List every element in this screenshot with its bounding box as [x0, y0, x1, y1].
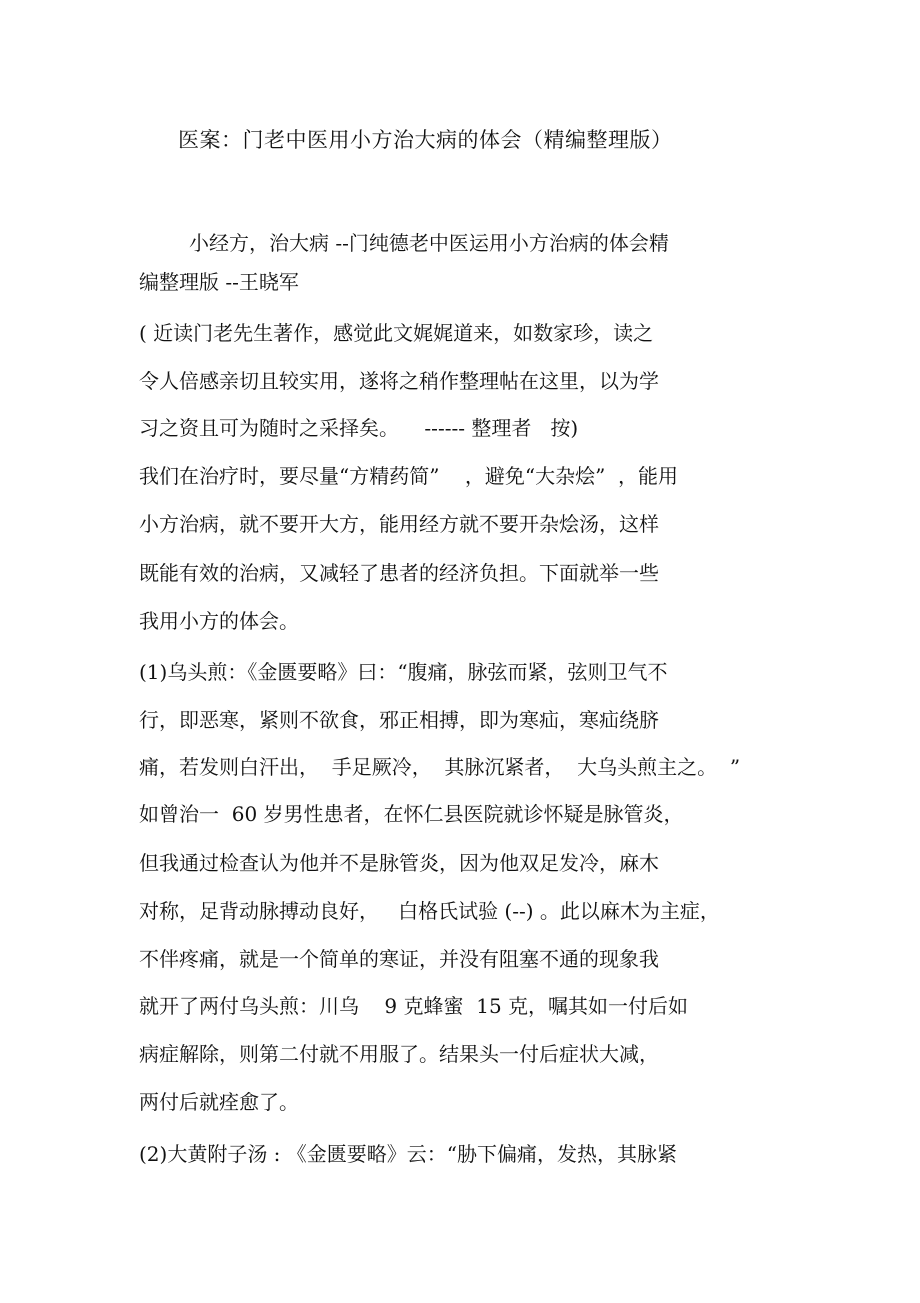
- text-line: 就开了两付乌头煎：川乌 9 克蜂蜜 15 克，嘱其如一付后如: [139, 994, 689, 1018]
- text-line: 我们在治疗时，要尽量“方精药简” ，避免“大杂烩” ，能用: [139, 464, 679, 488]
- text-line: 我用小方的体会。: [139, 609, 299, 633]
- text-line: 痛，若发则白汗出， 手足厥冷， 其脉沉紧者， 大乌头煎主之。 ”: [139, 755, 741, 779]
- document-title: 医案：门老中医用小方治大病的体会（精编整理版）: [178, 128, 673, 152]
- text-line: 两付后就痊愈了。: [139, 1090, 299, 1114]
- text-line: 病症解除，则第二付就不用服了。结果头一付后症状大减，: [139, 1042, 659, 1066]
- text-line: 小方治病，就不要开大方，能用经方就不要开杂烩汤，这样: [139, 512, 659, 536]
- text-line: ( 近读门老先生著作，感觉此文娓娓道来，如数家珍，读之: [139, 321, 654, 345]
- text-line: 不伴疼痛，就是一个简单的寒证，并没有阻塞不通的现象我: [139, 947, 659, 971]
- text-line: 既能有效的治病，又减轻了患者的经济负担。下面就举一些: [139, 561, 659, 585]
- text-line: (1)乌头煎：《金匮要略》曰：“腹痛，脉弦而紧，弦则卫气不: [139, 660, 668, 684]
- text-line: 但我通过检查认为他并不是脉管炎，因为他双足发冷，麻木: [139, 851, 659, 875]
- text-line: 编整理版 --王晓军: [139, 270, 299, 294]
- text-line: 对称，足背动脉搏动良好， 白格氏试验 (--) 。此以麻木为主症，: [139, 899, 720, 923]
- text-line: (2)大黄附子汤 : 《金匮要略》云：“胁下偏痛，发热，其脉紧: [139, 1142, 678, 1166]
- text-line: 令人倍感亲切且较实用，遂将之稍作整理帖在这里，以为学: [139, 369, 659, 393]
- text-line: 习之资且可为随时之采择矣。 ------ 整理者 按): [139, 416, 579, 440]
- text-line: 行，即恶寒，紧则不欲食，邪正相搏，即为寒疝，寒疝绕脐: [139, 708, 659, 732]
- text-line: 如曾治一 60 岁男性患者，在怀仁县医院就诊怀疑是脉管炎，: [139, 802, 684, 826]
- text-line: 小经方，治大病 --门纯德老中医运用小方治病的体会精: [189, 231, 669, 255]
